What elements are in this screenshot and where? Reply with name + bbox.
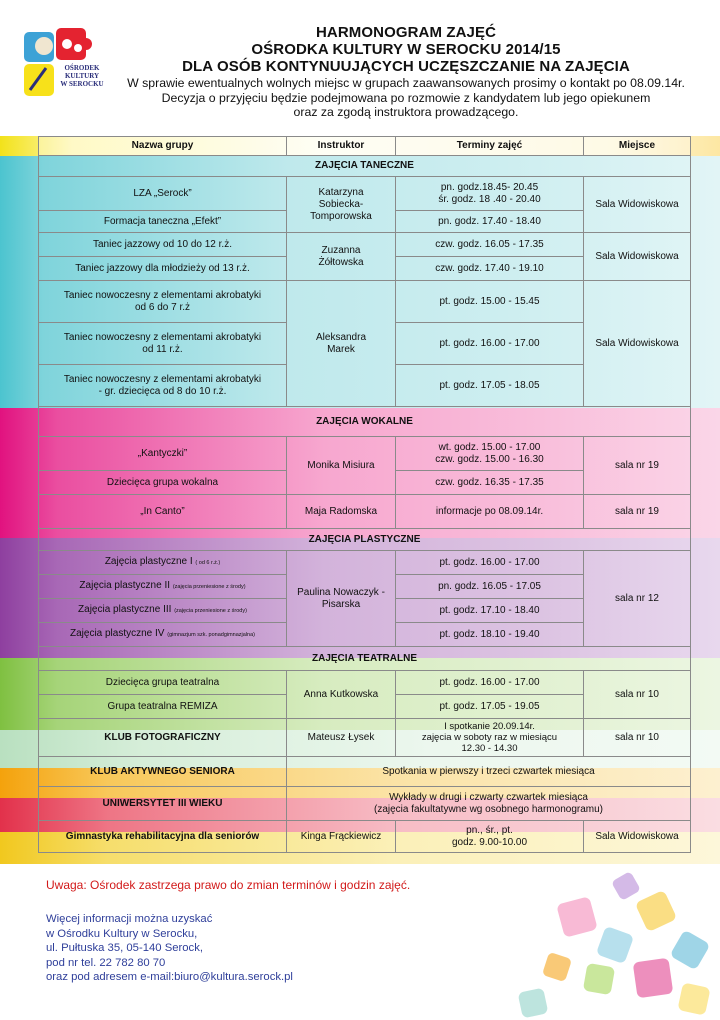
section-title: ZAJĘCIA PLASTYCZNE bbox=[39, 529, 691, 551]
group-name: LZA „Serock” bbox=[39, 177, 287, 211]
group-name: UNIWERSYTET III WIEKU bbox=[39, 787, 287, 821]
group-name: „Kantyczki” bbox=[39, 437, 287, 471]
instructor: Mateusz Łysek bbox=[287, 719, 396, 757]
section-title: ZAJĘCIA TANECZNE bbox=[39, 156, 691, 177]
instructor: Kinga Frąckiewicz bbox=[287, 821, 396, 853]
group-name: Grupa teatralna REMIZA bbox=[39, 695, 287, 719]
schedule-time: pt. godz. 17.10 - 18.40 bbox=[396, 599, 584, 623]
group-name: Taniec nowoczesny z elementami akrobatyki od 11 r.ż. bbox=[39, 323, 287, 365]
col-header-times: Terminy zajęć bbox=[396, 137, 584, 156]
table-row bbox=[39, 281, 691, 323]
schedule-time: pn. godz.18.45- 20.45 śr. godz. 18 .40 - 20.40 bbox=[396, 177, 584, 211]
schedule-time: I spotkanie 20.09.14r. zajęcia w soboty raz w miesiącu 12.30 - 14.30 bbox=[396, 719, 584, 757]
place: sala nr 19 bbox=[584, 437, 691, 495]
section-vocal bbox=[39, 407, 691, 437]
table-row-photo-club bbox=[39, 719, 691, 757]
table-row bbox=[39, 437, 691, 471]
col-header-group: Nazwa grupy bbox=[39, 137, 287, 156]
table-row bbox=[39, 177, 691, 211]
group-name: Zajęcia plastyczne I ( od 6 r.ż.) bbox=[39, 551, 287, 575]
place: Sala Widowiskowa bbox=[584, 821, 691, 853]
group-name: Zajęcia plastyczne IV (gimnazjum szk. ponadgimnazjalna) bbox=[39, 623, 287, 647]
table-row-gym bbox=[39, 821, 691, 853]
title-line-2: OŚRODKA KULTURY W SEROCKU 2014/15 bbox=[251, 41, 561, 58]
title-line-1: HARMONOGRAM ZAJĘĆ bbox=[315, 24, 497, 41]
instructor: Katarzyna Sobiecka- Tomporowska bbox=[287, 177, 396, 233]
table-header-row bbox=[39, 137, 691, 156]
disclaimer-note: Uwaga: Ośrodek zastrzega prawo do zmian terminów i godzin zajęć. bbox=[46, 878, 411, 892]
group-name: „In Canto” bbox=[39, 495, 287, 529]
schedule-time: pt. godz. 16.00 - 17.00 bbox=[396, 323, 584, 365]
logo-caption: OŚRODEK KULTURY W SEROCKU bbox=[60, 64, 104, 88]
instructor: Monika Misiura bbox=[287, 437, 396, 495]
table-row bbox=[39, 551, 691, 575]
place: Sala Widowiskowa bbox=[584, 177, 691, 233]
table-row bbox=[39, 671, 691, 695]
schedule-time: pn., śr., pt. godz. 9.00-10.00 bbox=[396, 821, 584, 853]
group-name: Dziecięca grupa teatralna bbox=[39, 671, 287, 695]
info: Wykłady w drugi i czwarty czwartek miesiąca (zajęcia fakultatywne wg osobnego harmonogramu) bbox=[287, 787, 691, 821]
instructor: Paulina Nowaczyk - Pisarska bbox=[287, 551, 396, 647]
schedule-time: pt. godz. 17.05 - 19.05 bbox=[396, 695, 584, 719]
place: Sala Widowiskowa bbox=[584, 233, 691, 281]
group-name: KLUB FOTOGRAFICZNY bbox=[39, 719, 287, 757]
schedule-time: czw. godz. 16.05 - 17.35 bbox=[396, 233, 584, 257]
table-row bbox=[39, 495, 691, 529]
instructor: Aleksandra Marek bbox=[287, 281, 396, 407]
table-row-u3a bbox=[39, 787, 691, 821]
col-header-instructor: Instruktor bbox=[287, 137, 396, 156]
page-header bbox=[100, 8, 712, 120]
group-name: KLUB AKTYWNEGO SENIORA bbox=[39, 757, 287, 787]
contact-email: oraz pod adresem e-mail:biuro@kultura.serock.pl bbox=[46, 971, 293, 984]
instructor: Anna Kutkowska bbox=[287, 671, 396, 719]
group-name: Zajęcia plastyczne III (zajęcia przeniesione z środy) bbox=[39, 599, 287, 623]
group-name: Formacja taneczna „Efekt” bbox=[39, 211, 287, 233]
info-line-2: Decyzja o przyjęciu będzie podejmowana po rozmowie z kandydatem lub jego opiekunem bbox=[161, 90, 651, 105]
schedule-time: czw. godz. 17.40 - 19.10 bbox=[396, 257, 584, 281]
group-name: Taniec jazzowy dla młodzieży od 13 r.ż. bbox=[39, 257, 287, 281]
schedule-time: pt. godz. 16.00 - 17.00 bbox=[396, 551, 584, 575]
group-name: Taniec nowoczesny z elementami akrobatyki od 6 do 7 r.ż bbox=[39, 281, 287, 323]
table-row-senior-club bbox=[39, 757, 691, 787]
schedule-time: pn. godz. 16.05 - 17.05 bbox=[396, 575, 584, 599]
info-line-1: W sprawie ewentualnych wolnych miejsc w grupach zaawansowanych prosimy o kontakt po 08.09.14r. bbox=[127, 76, 685, 90]
info: Spotkania w pierwszy i trzeci czwartek miesiąca bbox=[287, 757, 691, 787]
section-title: ZAJĘCIA WOKALNE bbox=[39, 407, 691, 437]
schedule-time: wt. godz. 15.00 - 17.00 czw. godz. 15.00 - 16.30 bbox=[396, 437, 584, 471]
schedule-time: pt. godz. 16.00 - 17.00 bbox=[396, 671, 584, 695]
instructor: Maja Radomska bbox=[287, 495, 396, 529]
group-name: Taniec jazzowy od 10 do 12 r.ż. bbox=[39, 233, 287, 257]
schedule-table bbox=[38, 136, 691, 853]
schedule-time: informacje po 08.09.14r. bbox=[396, 495, 584, 529]
section-dance bbox=[39, 156, 691, 177]
title-line-3: DLA OSÓB KONTYNUUJĄCYCH UCZĘSZCZANIE NA ZAJĘCIA bbox=[182, 58, 630, 75]
contact-info: Więcej informacji można uzyskać w Ośrodku Kultury w Serocku, ul. Pułtuska 35, 05-140 Serock, pod nr tel. 22 782 80 70 oraz pod adresem e-mail:biuro@kultura.serock.pl bbox=[46, 913, 293, 984]
col-header-place: Miejsce bbox=[584, 137, 691, 156]
group-name: Dziecięca grupa wokalna bbox=[39, 471, 287, 495]
table-row bbox=[39, 233, 691, 257]
section-art bbox=[39, 529, 691, 551]
group-name: Zajęcia plastyczne II (zajęcia przeniesione z środy) bbox=[39, 575, 287, 599]
schedule-time: pn. godz. 17.40 - 18.40 bbox=[396, 211, 584, 233]
info-line-3: oraz za zgodą instruktora prowadzącego. bbox=[293, 105, 519, 119]
group-name: Gimnastyka rehabilitacyjna dla seniorów bbox=[39, 821, 287, 853]
schedule-time: pt. godz. 18.10 - 19.40 bbox=[396, 623, 584, 647]
group-name: Taniec nowoczesny z elementami akrobatyki - gr. dziecięca od 8 do 10 r.ż. bbox=[39, 365, 287, 407]
section-title: ZAJĘCIA TEATRALNE bbox=[39, 647, 691, 671]
schedule-time: czw. godz. 16.35 - 17.35 bbox=[396, 471, 584, 495]
place: sala nr 19 bbox=[584, 495, 691, 529]
place: sala nr 10 bbox=[584, 671, 691, 719]
schedule-time: pt. godz. 17.05 - 18.05 bbox=[396, 365, 584, 407]
schedule-time: pt. godz. 15.00 - 15.45 bbox=[396, 281, 584, 323]
instructor: Zuzanna Żółtowska bbox=[287, 233, 396, 281]
section-theatre bbox=[39, 647, 691, 671]
place: Sala Widowiskowa bbox=[584, 281, 691, 407]
logo-puzzle-icon bbox=[22, 26, 100, 100]
place: sala nr 12 bbox=[584, 551, 691, 647]
place: sala nr 10 bbox=[584, 719, 691, 757]
